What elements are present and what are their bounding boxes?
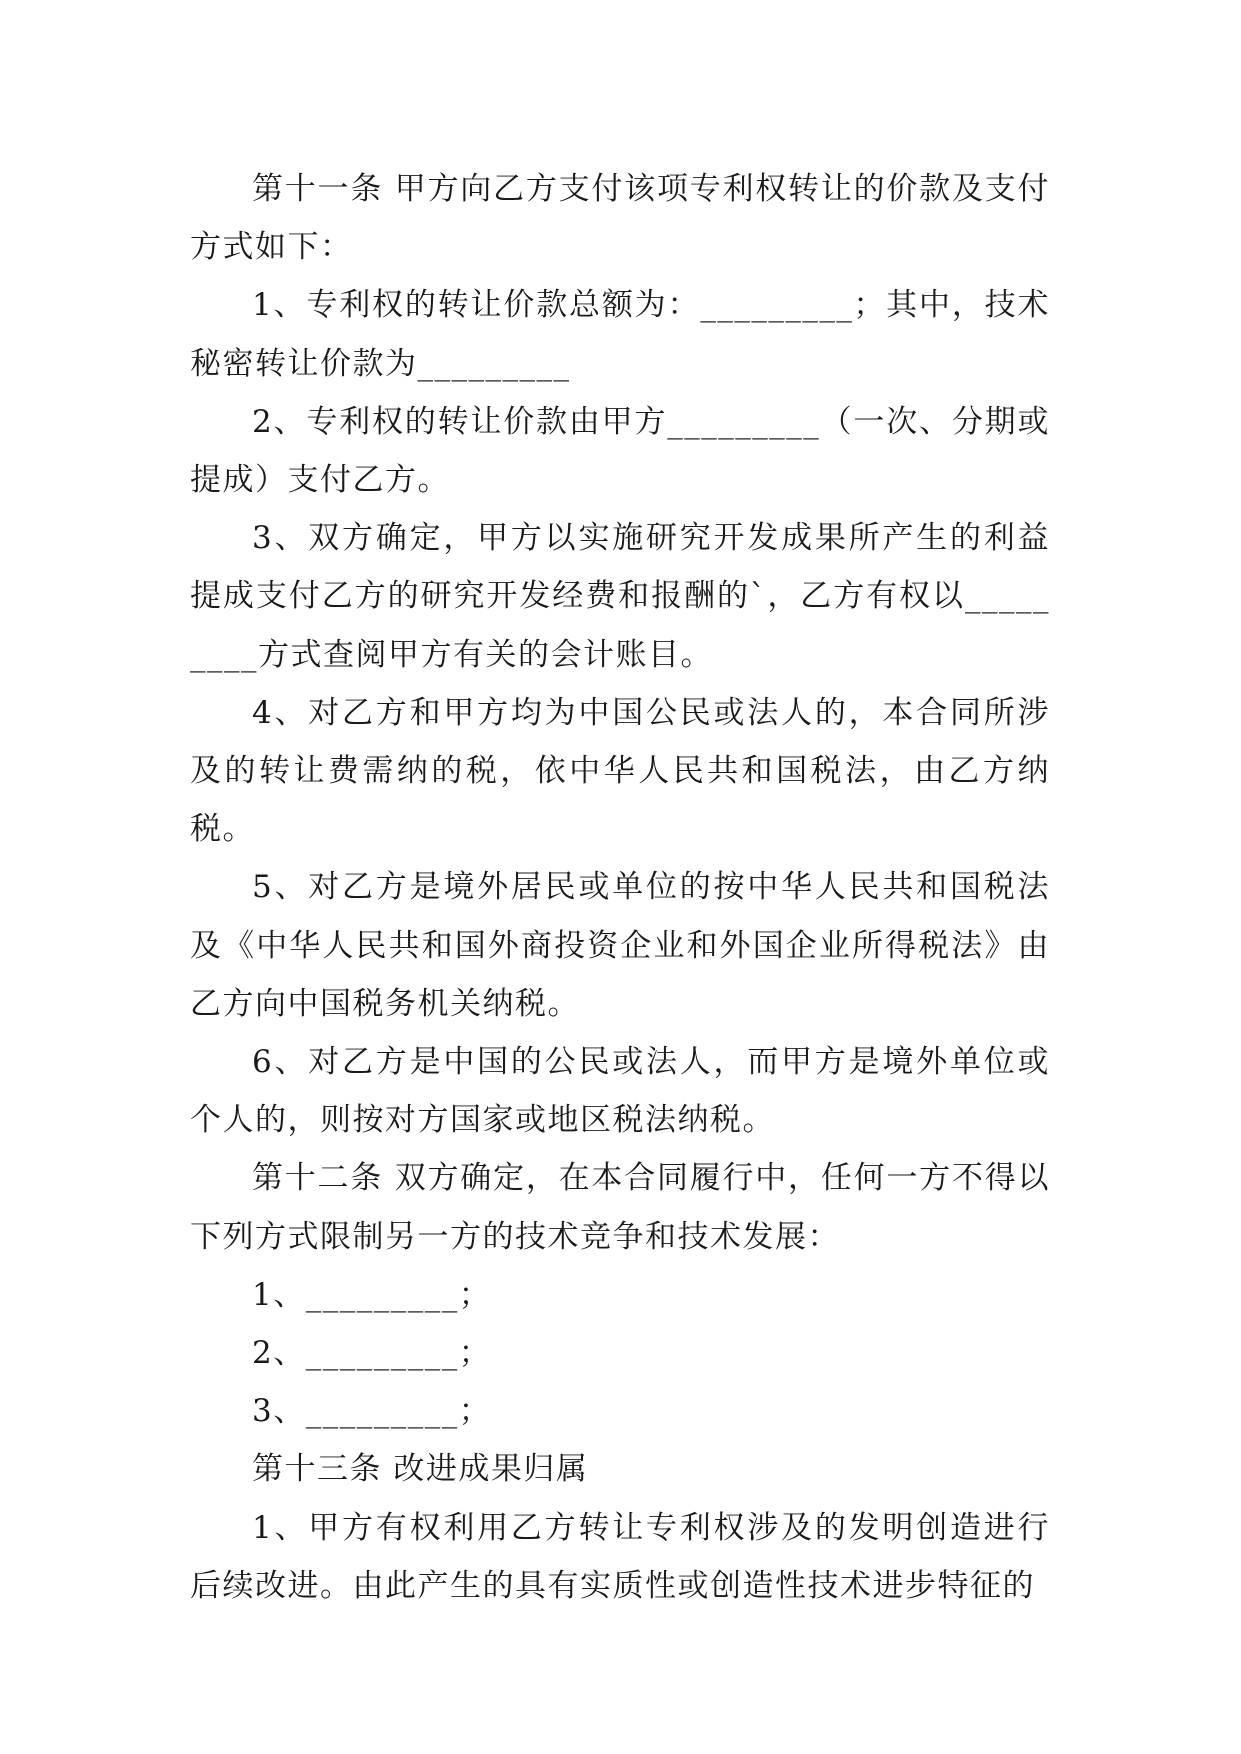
article-11-item-6: 6、对乙方是中国的公民或法人，而甲方是境外单位或个人的，则按对方国家或地区税法纳税。	[190, 1044, 1050, 1139]
article-11-item-4: 4、对乙方和甲方均为中国公民或法人的，本合同所涉及的转让费需纳的税，依中华人民共和国税法，由乙方纳税。	[190, 694, 1050, 848]
article-12-item-3: 3、_________；	[252, 1393, 492, 1430]
article-11-item-1: 1、专利权的转让价款总额为：_________；其中，技术秘密转让价款为_________	[190, 287, 1050, 382]
article-12-item-1: 1、_________；	[252, 1276, 492, 1313]
article-12-heading: 第十二条 双方确定，在本合同履行中，任何一方不得以下列方式限制另一方的技术竞争和技术发展：	[190, 1160, 1050, 1255]
article-11-item-2: 2、专利权的转让价款由甲方_________（一次、分期或提成）支付乙方。	[190, 403, 1050, 499]
article-12-item-2: 2、_________；	[252, 1335, 492, 1372]
document-body	[190, 160, 1050, 1615]
article-11-item-3: 3、双方确定，甲方以实施研究开发成果所产生的利益提成支付乙方的研究开发经费和报酬的`，乙方有权以_________方式查阅甲方有关的会计账目。	[190, 520, 1050, 673]
article-13-item-1: 1、甲方有权利用乙方转让专利权涉及的发明创造进行后续改进。由此产生的具有实质性或创造性技术进步特征的	[190, 1509, 1050, 1604]
article-13-heading: 第十三条 改进成果归属	[252, 1451, 589, 1488]
article-11-heading: 第十一条 甲方向乙方支付该项专利权转让的价款及支付方式如下：	[190, 171, 1050, 266]
article-11-item-5: 5、对乙方是境外居民或单位的按中华人民共和国税法及《中华人民共和国外商投资企业和外国企业所得税法》由乙方向中国税务机关纳税。	[190, 869, 1050, 1022]
